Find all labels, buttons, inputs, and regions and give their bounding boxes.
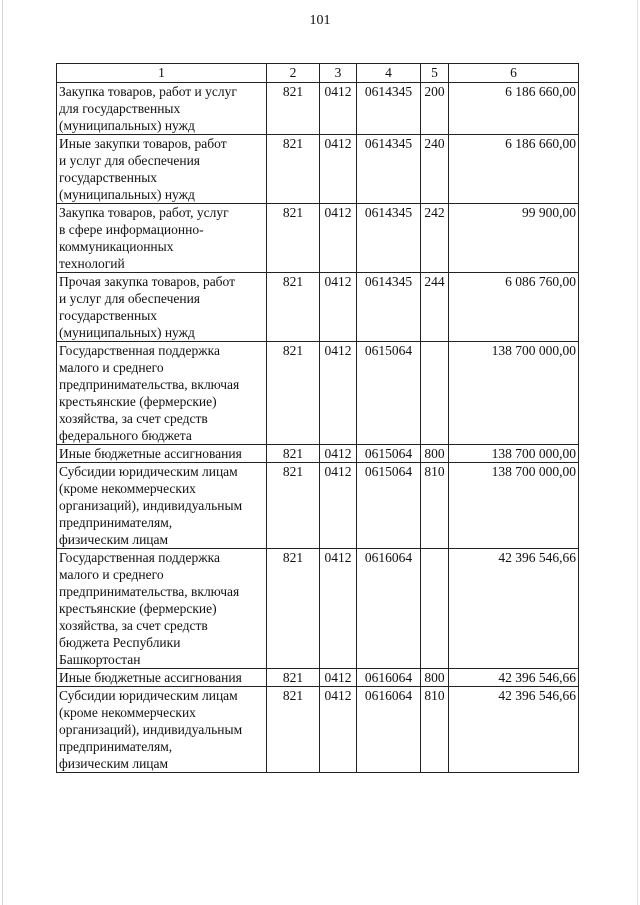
cell-section-code: 0412 [320,445,357,463]
cell-expense-type: 800 [421,669,449,687]
cell-amount: 42 396 546,66 [449,549,579,669]
item-name-line: технологий [59,256,125,271]
cell-expense-type [421,549,449,669]
cell-item-name [57,549,267,669]
item-name-line: (муниципальных) нужд [59,118,195,133]
table-row [57,463,579,549]
cell-target-article: 0616064 [357,687,421,773]
cell-expense-type: 200 [421,83,449,135]
item-name-line: Субсидии юридическим лицам [59,464,238,479]
cell-ved-code: 821 [267,83,320,135]
cell-ved-code: 821 [267,342,320,445]
item-name-line: Закупка товаров, работ и услуг [59,84,237,99]
cell-amount: 42 396 546,66 [449,669,579,687]
item-name-line: коммуникационных [59,239,174,254]
item-name-line: хозяйства, за счет средств [59,411,208,426]
cell-section-code: 0412 [320,204,357,273]
item-name-line: Государственная поддержка [59,550,220,565]
cell-amount: 138 700 000,00 [449,445,579,463]
item-name-line: (муниципальных) нужд [59,325,195,340]
column-header-2: 2 [267,64,320,83]
cell-section-code: 0412 [320,342,357,445]
cell-section-code: 0412 [320,135,357,204]
cell-ved-code: 821 [267,135,320,204]
column-header-4: 4 [357,64,421,83]
cell-amount: 6 186 660,00 [449,135,579,204]
item-name-line: крестьянские (фермерские) [59,394,217,409]
table-row [57,83,579,135]
item-name-line: предпринимательства, включая [59,584,240,599]
cell-expense-type: 240 [421,135,449,204]
item-name-line: и услуг для обеспечения [59,153,201,168]
item-name-line: Закупка товаров, работ, услуг [59,205,229,220]
item-name-line: хозяйства, за счет средств [59,618,208,633]
cell-section-code: 0412 [320,549,357,669]
item-name-line: для государственных [59,101,181,116]
table-row [57,273,579,342]
cell-expense-type: 242 [421,204,449,273]
scan-edge-right [637,0,638,905]
cell-target-article: 0615064 [357,463,421,549]
item-name-line: бюджета Республики [59,635,181,650]
cell-amount: 42 396 546,66 [449,687,579,773]
cell-expense-type: 810 [421,687,449,773]
cell-section-code: 0412 [320,273,357,342]
cell-section-code: 0412 [320,687,357,773]
item-name-line: в сфере информационно- [59,222,204,237]
cell-ved-code: 821 [267,463,320,549]
cell-expense-type: 810 [421,463,449,549]
cell-ved-code: 821 [267,445,320,463]
cell-expense-type [421,342,449,445]
item-name-line: предпринимательства, включая [59,377,240,392]
item-name-line: (муниципальных) нужд [59,187,195,202]
cell-ved-code: 821 [267,669,320,687]
cell-item-name [57,135,267,204]
item-name-line: государственных [59,308,158,323]
cell-item-name [57,687,267,773]
table-row [57,687,579,773]
budget-table [56,63,579,773]
cell-ved-code: 821 [267,204,320,273]
cell-expense-type: 800 [421,445,449,463]
scan-edge-left [2,0,3,905]
page-number: 101 [309,13,331,28]
cell-section-code: 0412 [320,669,357,687]
item-name-line: предпринимателям, [59,515,173,530]
item-name-line: Иные бюджетные ассигнования [59,670,242,685]
cell-ved-code: 821 [267,687,320,773]
item-name-line: физическим лицам [59,532,169,547]
item-name-line: Иные закупки товаров, работ [59,136,227,151]
cell-item-name [57,273,267,342]
table-row [57,669,579,687]
cell-target-article: 0616064 [357,549,421,669]
cell-item-name [57,463,267,549]
item-name-line: и услуг для обеспечения [59,291,201,306]
cell-amount: 6 086 760,00 [449,273,579,342]
item-name-line: федерального бюджета [59,428,192,443]
item-name-line: Прочая закупка товаров, работ [59,274,236,289]
item-name-line: физическим лицам [59,756,169,771]
item-name-line: Субсидии юридическим лицам [59,688,238,703]
cell-target-article: 0614345 [357,204,421,273]
item-name-line: Государственная поддержка [59,343,220,358]
item-name-line: (кроме некоммерческих [59,481,196,496]
cell-ved-code: 821 [267,273,320,342]
cell-section-code: 0412 [320,83,357,135]
table-row [57,445,579,463]
item-name-line: крестьянские (фермерские) [59,601,217,616]
item-name-line: организаций), индивидуальным [59,722,243,737]
cell-item-name [57,204,267,273]
table-row [57,549,579,669]
cell-ved-code: 821 [267,549,320,669]
cell-amount: 138 700 000,00 [449,463,579,549]
item-name-line: организаций), индивидуальным [59,498,243,513]
table-row [57,135,579,204]
cell-target-article: 0616064 [357,669,421,687]
item-name-line: (кроме некоммерческих [59,705,196,720]
column-header-1: 1 [57,64,267,83]
cell-amount: 99 900,00 [449,204,579,273]
cell-target-article: 0614345 [357,273,421,342]
column-header-6: 6 [449,64,579,83]
cell-item-name [57,342,267,445]
item-name-line: государственных [59,170,158,185]
header-row [57,64,579,83]
cell-section-code: 0412 [320,463,357,549]
column-header-5: 5 [421,64,449,83]
column-header-3: 3 [320,64,357,83]
item-name-line: малого и среднего [59,567,164,582]
cell-target-article: 0615064 [357,445,421,463]
table-row [57,204,579,273]
cell-target-article: 0614345 [357,83,421,135]
cell-item-name [57,669,267,687]
cell-item-name [57,445,267,463]
item-name-line: Башкортостан [59,652,141,667]
table-body [57,83,579,773]
cell-target-article: 0614345 [357,135,421,204]
item-name-line: малого и среднего [59,360,164,375]
table-row [57,342,579,445]
cell-target-article: 0615064 [357,342,421,445]
table-header [57,64,579,83]
item-name-line: Иные бюджетные ассигнования [59,446,242,461]
cell-expense-type: 244 [421,273,449,342]
item-name-line: предпринимателям, [59,739,173,754]
cell-amount: 6 186 660,00 [449,83,579,135]
cell-amount: 138 700 000,00 [449,342,579,445]
cell-item-name [57,83,267,135]
